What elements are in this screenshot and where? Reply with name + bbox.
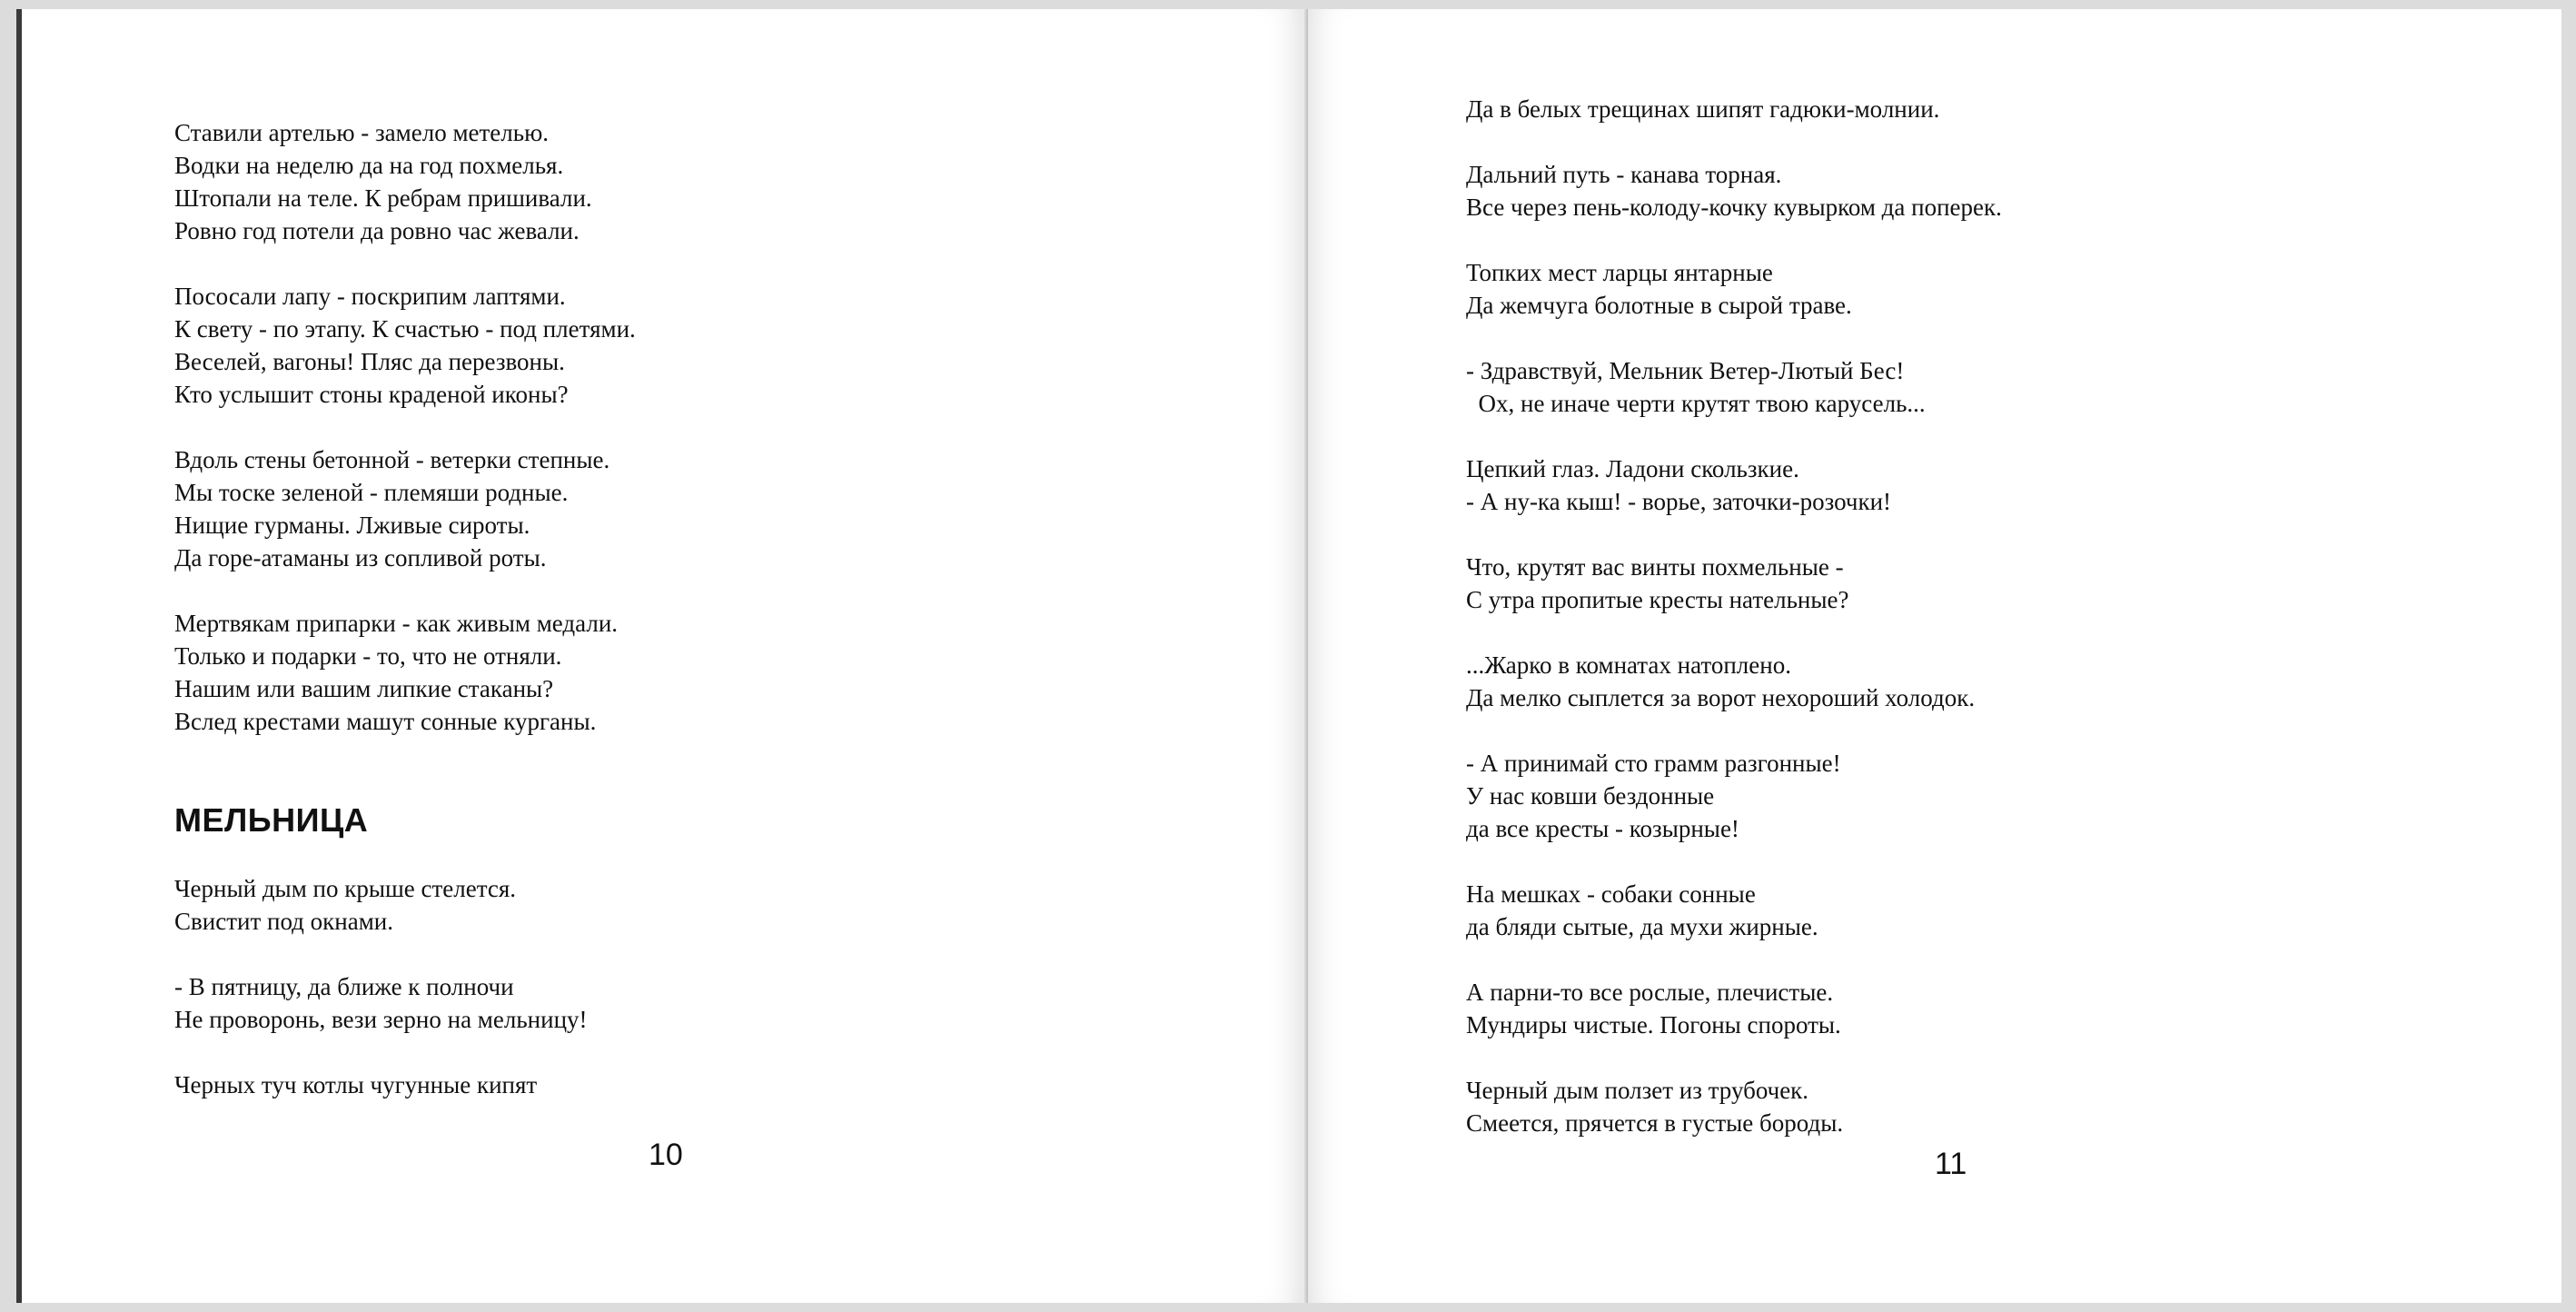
stanza-gap bbox=[174, 411, 636, 443]
stanza-gap bbox=[174, 938, 588, 970]
page-number-right: 11 bbox=[1935, 1147, 1967, 1181]
stanza-gap bbox=[174, 1036, 588, 1068]
poem-line: У нас ковши бездонные bbox=[1466, 782, 1715, 810]
poem-line: Да мелко сыплется за ворот нехороший холодок. bbox=[1466, 684, 1976, 711]
poem-line: Смеется, прячется в густые бороды. bbox=[1466, 1109, 1844, 1137]
poem-line: С утра пропитые кресты нательные? bbox=[1466, 586, 1849, 613]
poem-line: Свистит под окнами. bbox=[174, 908, 393, 935]
poem-line: Вслед крестами машут сонные курганы. bbox=[174, 708, 597, 735]
poem-line: Веселей, вагоны! Пляс да перезвоны. bbox=[174, 348, 565, 375]
stanza-gap bbox=[1466, 518, 2002, 551]
poem-line: Мундиры чистые. Погоны спороты. bbox=[1466, 1011, 1841, 1039]
poem-line: Нищие гурманы. Лживые сироты. bbox=[174, 512, 530, 539]
stanza-gap bbox=[1466, 943, 2002, 976]
poem-line: Мы тоске зеленой - племяши родные. bbox=[174, 479, 569, 506]
poem-text-right bbox=[1466, 93, 2002, 1139]
poem-line: да бляди сытые, да мухи жирные. bbox=[1466, 913, 1818, 940]
left-page bbox=[16, 9, 1303, 1303]
poem-line: - А принимай сто грамм разгонные! bbox=[1466, 750, 1841, 777]
stanza-gap bbox=[1466, 714, 2002, 747]
poem-line: Ставили артелью - замело метелью. bbox=[174, 119, 550, 146]
poem-line: да все кресты - козырные! bbox=[1466, 815, 1739, 842]
poem-line: Да в белых трещинах шипят гадюки-молнии. bbox=[1466, 95, 1940, 123]
poem-line: - Здравствуй, Мельник Ветер-Лютый Бес! bbox=[1466, 357, 1905, 384]
poem-line: Цепкий глаз. Ладони скользкие. bbox=[1466, 455, 1799, 482]
poem-line: Черный дым ползет из трубочек. bbox=[1466, 1077, 1809, 1104]
stanza-gap bbox=[1466, 125, 2002, 158]
poem-line: - А ну-ка кыш! - ворье, заточки-розочки! bbox=[1466, 488, 1892, 515]
poem-line: Черных туч котлы чугунные кипят bbox=[174, 1071, 538, 1098]
stanza-gap bbox=[1466, 420, 2002, 452]
stanza-gap bbox=[1466, 322, 2002, 354]
poem-line: Что, крутят вас винты похмельные - bbox=[1466, 553, 1844, 581]
stanza-gap bbox=[1466, 1041, 2002, 1074]
stanza-gap bbox=[1466, 845, 2002, 878]
poem-line: Штопали на теле. К ребрам пришивали. bbox=[174, 184, 592, 212]
poem-line: Не проворонь, вези зерно на мельницу! bbox=[174, 1006, 588, 1033]
poem-line: Мертвякам припарки - как живым медали. bbox=[174, 610, 619, 637]
poem-line: Кто услышит стоны краденой иконы? bbox=[174, 381, 569, 408]
poem-line: Только и подарки - то, что не отняли. bbox=[174, 642, 562, 670]
poem-line: Все через пень-колоду-кочку кувырком да поперек. bbox=[1466, 194, 2002, 221]
poem-line: Ох, не иначе черти крутят твою карусель... bbox=[1466, 390, 1926, 417]
poem-line: А парни-то все рослые, плечистые. bbox=[1466, 979, 1834, 1006]
poem-line: На мешках - собаки сонные bbox=[1466, 880, 1756, 908]
stanza-gap bbox=[174, 247, 636, 280]
stanza-gap bbox=[1466, 224, 2002, 256]
section-poem-text bbox=[174, 872, 588, 1101]
poem-line: Пососали лапу - поскрипим лаптями. bbox=[174, 283, 566, 310]
page-number-left: 10 bbox=[649, 1138, 683, 1172]
poem-line: Вдоль стены бетонной - ветерки степные. bbox=[174, 446, 610, 473]
poem-text-left bbox=[174, 116, 636, 738]
right-page bbox=[1308, 9, 2561, 1303]
section-title: МЕЛЬНИЦА bbox=[174, 801, 369, 839]
poem-line: К свету - по этапу. К счастью - под плетями. bbox=[174, 315, 636, 343]
poem-line: Ровно год потели да ровно час жевали. bbox=[174, 217, 580, 244]
poem-line: Да горе-атаманы из сопливой роты. bbox=[174, 544, 547, 572]
poem-line: ...Жарко в комнатах натоплено. bbox=[1466, 651, 1791, 679]
stanza-gap bbox=[1466, 616, 2002, 649]
poem-line: Да жемчуга болотные в сырой траве. bbox=[1466, 292, 1852, 319]
poem-line: Дальний путь - канава торная. bbox=[1466, 161, 1782, 188]
stanza-gap bbox=[174, 574, 636, 607]
poem-line: Топких мест ларцы янтарные bbox=[1466, 259, 1773, 286]
poem-line: Нашим или вашим липкие стаканы? bbox=[174, 675, 554, 702]
poem-line: Водки на неделю да на год похмелья. bbox=[174, 152, 564, 179]
poem-line: - В пятницу, да ближе к полночи bbox=[174, 973, 514, 1000]
poem-line: Черный дым по крыше стелется. bbox=[174, 875, 517, 902]
